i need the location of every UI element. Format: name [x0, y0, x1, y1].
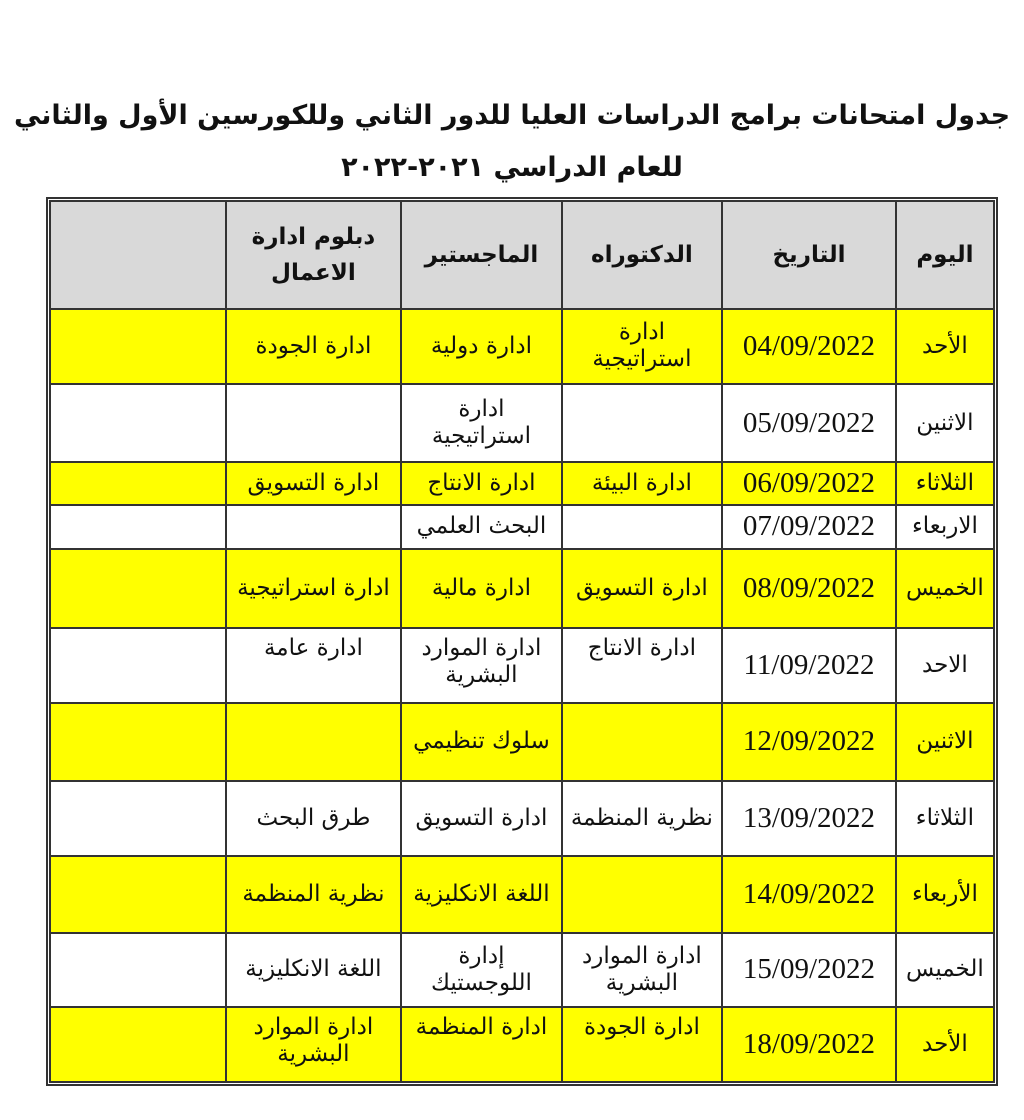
cell-date: 11/09/2022 [722, 628, 896, 703]
cell-diploma [226, 505, 402, 549]
table-row [50, 309, 994, 384]
cell-extra [50, 1007, 226, 1082]
cell-date: 07/09/2022 [722, 505, 896, 549]
table-row [50, 856, 994, 933]
cell-date: 08/09/2022 [722, 549, 896, 628]
cell-date: 18/09/2022 [722, 1007, 896, 1082]
cell-phd: ادارة البيئة [562, 462, 722, 504]
cell-diploma: طرق البحث [226, 781, 402, 856]
header-date: التاريخ [722, 201, 896, 309]
cell-phd [562, 384, 722, 463]
cell-date: 13/09/2022 [722, 781, 896, 856]
cell-date: 12/09/2022 [722, 703, 896, 782]
cell-diploma: ادارة الجودة [226, 309, 402, 384]
cell-phd: ادارة الانتاج [562, 628, 722, 703]
cell-day: الاثنين [896, 384, 994, 463]
cell-day: الاحد [896, 628, 994, 703]
table-row [50, 628, 994, 703]
header-masters: الماجستير [401, 201, 561, 309]
cell-extra [50, 549, 226, 628]
cell-extra [50, 462, 226, 504]
cell-day: الأحد [896, 1007, 994, 1082]
schedule-table [49, 200, 995, 1083]
cell-phd [562, 856, 722, 933]
cell-day: الخميس [896, 549, 994, 628]
cell-extra [50, 856, 226, 933]
cell-masters: إدارة اللوجستيك [401, 933, 561, 1008]
cell-diploma: نظرية المنظمة [226, 856, 402, 933]
cell-diploma: ادارة الموارد البشرية [226, 1007, 402, 1082]
cell-masters: ادارة التسويق [401, 781, 561, 856]
academic-year-subtitle: للعام الدراسي ٢٠٢١-٢٠٢٢ [341, 152, 683, 183]
cell-day: الثلاثاء [896, 462, 994, 504]
header-row [50, 201, 994, 309]
cell-date: 05/09/2022 [722, 384, 896, 463]
schedule-table-frame [46, 197, 998, 1086]
cell-diploma [226, 384, 402, 463]
cell-diploma: اللغة الانكليزية [226, 933, 402, 1008]
table-row [50, 384, 994, 463]
cell-date: 15/09/2022 [722, 933, 896, 1008]
cell-diploma: ادارة التسويق [226, 462, 402, 504]
header-diploma: دبلوم ادارة الاعمال [226, 201, 402, 309]
cell-extra [50, 309, 226, 384]
cell-diploma [226, 703, 402, 782]
cell-day: الثلاثاء [896, 781, 994, 856]
cell-masters: ادارة مالية [401, 549, 561, 628]
cell-diploma: ادارة عامة [226, 628, 402, 703]
cell-day: الأربعاء [896, 856, 994, 933]
cell-extra [50, 505, 226, 549]
cell-phd: ادارة الموارد البشرية [562, 933, 722, 1008]
schedule-title: جدول امتحانات برامج الدراسات العليا للدور الثاني وللكورسين الأول والثاني [13, 100, 1011, 131]
cell-date: 04/09/2022 [722, 309, 896, 384]
table-row [50, 505, 994, 549]
cell-masters: اللغة الانكليزية [401, 856, 561, 933]
cell-day: الخميس [896, 933, 994, 1008]
table-row [50, 781, 994, 856]
cell-extra [50, 703, 226, 782]
cell-phd [562, 703, 722, 782]
schedule-body [50, 309, 994, 1082]
cell-date: 06/09/2022 [722, 462, 896, 504]
table-row [50, 933, 994, 1008]
header-phd: الدكتوراه [562, 201, 722, 309]
cell-masters: ادارة المنظمة [401, 1007, 561, 1082]
cell-diploma: ادارة استراتيجية [226, 549, 402, 628]
cell-phd: ادارة الجودة [562, 1007, 722, 1082]
cell-masters: البحث العلمي [401, 505, 561, 549]
cell-masters: ادارة استراتيجية [401, 384, 561, 463]
cell-masters: ادارة الانتاج [401, 462, 561, 504]
cell-day: الاربعاء [896, 505, 994, 549]
cell-phd: ادارة التسويق [562, 549, 722, 628]
cell-extra [50, 384, 226, 463]
header-day: اليوم [896, 201, 994, 309]
table-row [50, 703, 994, 782]
table-row [50, 1007, 994, 1082]
cell-phd: ادارة استراتيجية [562, 309, 722, 384]
cell-phd: نظرية المنظمة [562, 781, 722, 856]
cell-masters: ادارة الموارد البشرية [401, 628, 561, 703]
cell-phd [562, 505, 722, 549]
cell-day: الاثنين [896, 703, 994, 782]
table-row [50, 462, 994, 504]
cell-day: الأحد [896, 309, 994, 384]
cell-extra [50, 628, 226, 703]
table-row [50, 549, 994, 628]
cell-masters: سلوك تنظيمي [401, 703, 561, 782]
cell-extra [50, 781, 226, 856]
header-extra [50, 201, 226, 309]
cell-masters: ادارة دولية [401, 309, 561, 384]
cell-date: 14/09/2022 [722, 856, 896, 933]
cell-extra [50, 933, 226, 1008]
